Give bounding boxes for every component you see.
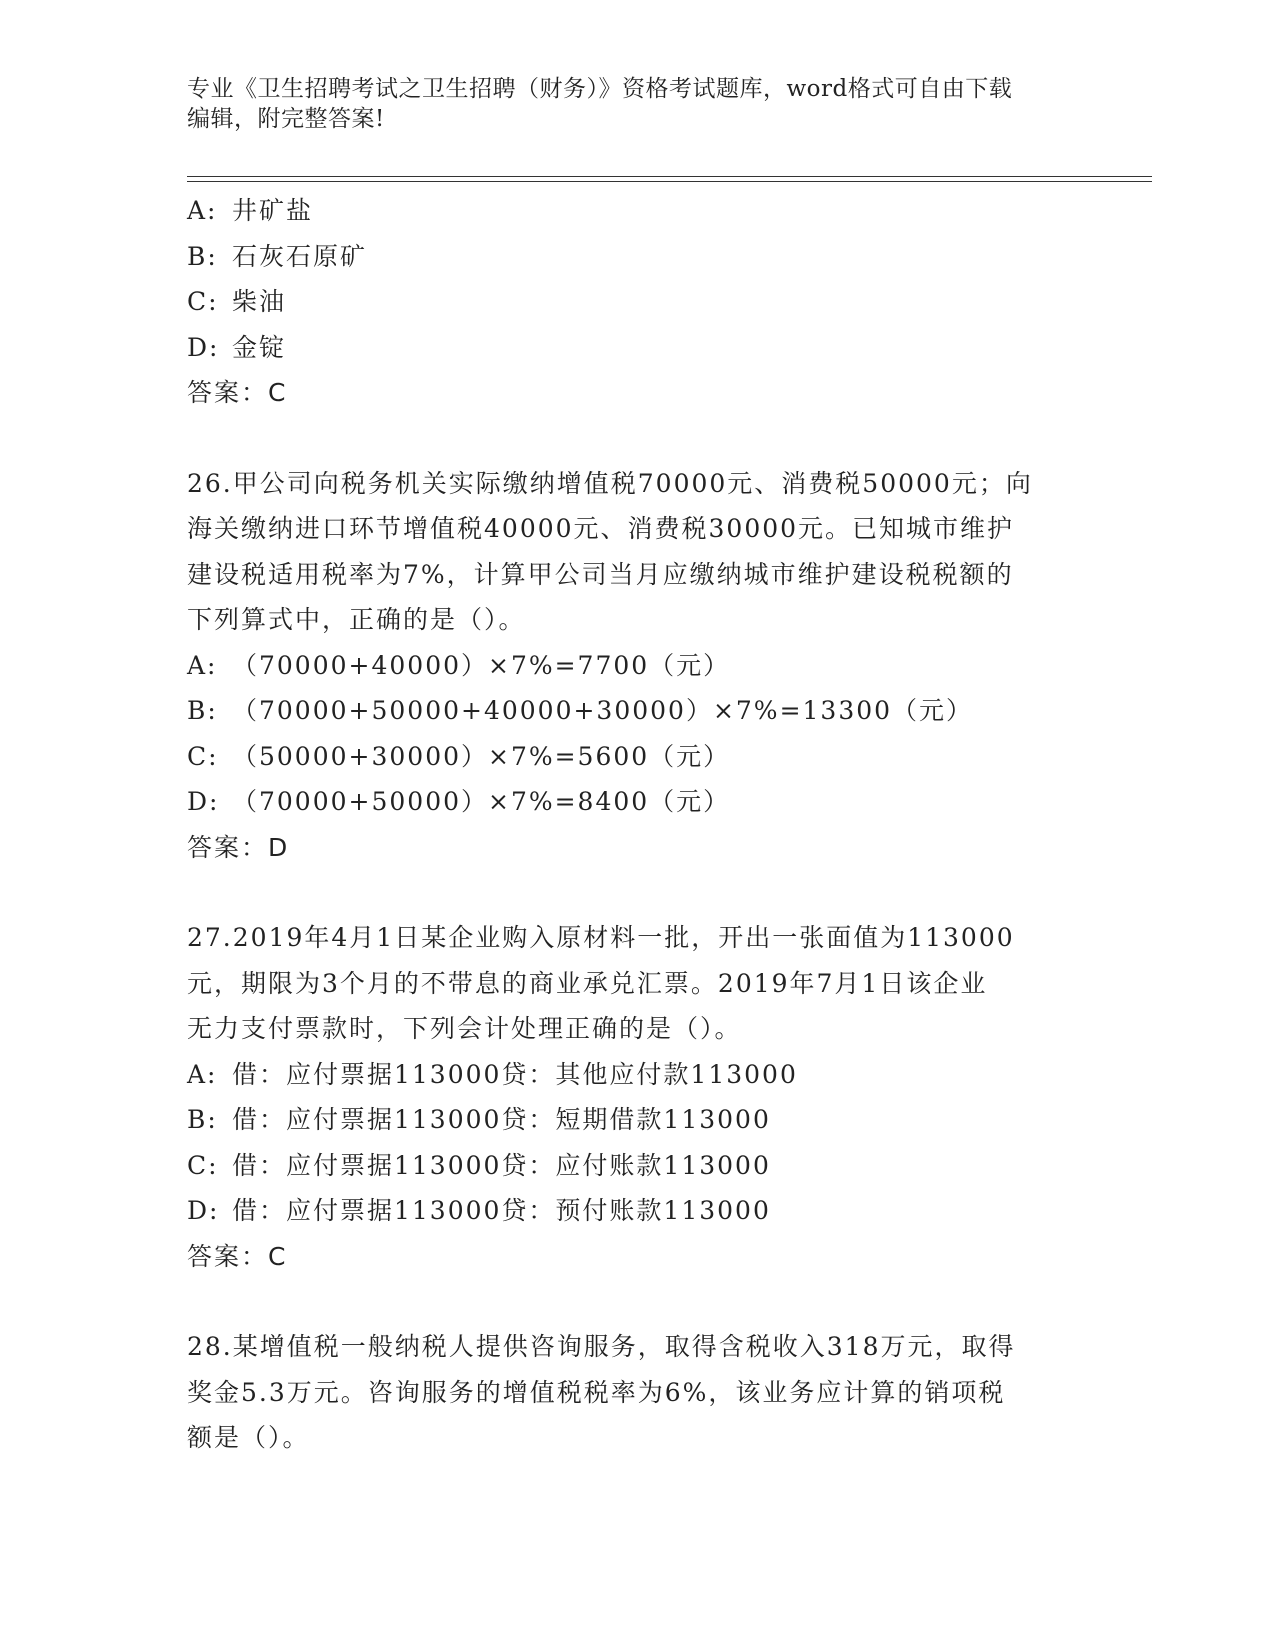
header-line-1: 专业《卫生招聘考试之卫生招聘（财务）》资格考试题库，word格式可自由下载	[187, 76, 1013, 102]
option-label: B:	[187, 241, 218, 271]
option-text: 借：应付票据113000贷：短期借款113000	[232, 1105, 771, 1134]
option-a	[187, 1052, 1087, 1098]
spacer	[187, 416, 1087, 461]
option-text: 借：应付票据113000贷：预付账款113000	[232, 1196, 771, 1225]
option-label: D:	[187, 1196, 220, 1225]
option-label: C:	[187, 287, 219, 316]
option-text: （70000+50000+40000+30000）×7%=13300（元）	[232, 696, 974, 725]
option-c	[187, 279, 1087, 325]
question-26	[187, 461, 1087, 871]
option-text: （70000+50000）×7%=8400（元）	[232, 787, 731, 816]
option-d	[187, 325, 1087, 371]
option-text: （50000+30000）×7%=5600（元）	[232, 741, 731, 771]
question-stem-line: 奖金5.3万元。咨询服务的增值税税率为6%，该业务应计算的销项税	[187, 1377, 1006, 1407]
header-divider-bottom	[187, 181, 1152, 182]
question-list	[187, 188, 1087, 1461]
answer-line: 答案：C	[187, 1241, 288, 1271]
option-d	[187, 1188, 1087, 1234]
question-stem-line: 26.甲公司向税务机关实际缴纳增值税70000元、消费税50000元；向	[187, 468, 1033, 498]
question-28	[187, 1324, 1087, 1461]
option-label: B:	[187, 696, 218, 725]
option-label: A:	[187, 650, 218, 680]
option-text: （70000+40000）×7%=7700（元）	[232, 650, 731, 680]
option-label: D:	[187, 787, 220, 816]
option-a	[187, 188, 1087, 234]
option-text: 柴油	[232, 287, 287, 316]
option-text: 金锭	[232, 332, 287, 362]
option-label: B:	[187, 1105, 218, 1134]
option-text: 石灰石原矿	[232, 241, 368, 271]
option-b	[187, 234, 1087, 280]
question-stem-line: 下列算式中，正确的是（）。	[187, 605, 526, 634]
question-stem-line: 27.2019年4月1日某企业购入原材料一批，开出一张面值为113000	[187, 923, 1015, 952]
header-divider-top	[187, 176, 1152, 177]
option-d	[187, 779, 1087, 825]
header-line-2: 编辑，附完整答案!	[187, 106, 385, 132]
question-25	[187, 188, 1087, 416]
question-stem-line: 海关缴纳进口环节增值税40000元、消费税30000元。已知城市维护	[187, 514, 1015, 543]
document-header	[187, 74, 1067, 134]
option-b	[187, 1097, 1087, 1143]
question-stem-line: 元，期限为3个月的不带息的商业承兑汇票。2019年7月1日该企业	[187, 968, 988, 998]
option-label: D:	[187, 332, 220, 362]
question-stem-line: 28.某增值税一般纳税人提供咨询服务，取得含税收入318万元，取得	[187, 1332, 1016, 1361]
option-a	[187, 643, 1087, 689]
option-text: 借：应付票据113000贷：应付账款113000	[232, 1150, 771, 1180]
spacer	[187, 1279, 1087, 1324]
answer-line: 答案：C	[187, 378, 288, 407]
spacer	[187, 870, 1087, 915]
option-c	[187, 1143, 1087, 1189]
option-label: C:	[187, 741, 219, 771]
option-label: A:	[187, 1059, 218, 1089]
option-label: A:	[187, 196, 218, 225]
option-text: 借：应付票据113000贷：其他应付款113000	[232, 1059, 798, 1089]
question-stem-line: 建设税适用税率为7%，计算甲公司当月应缴纳城市维护建设税税额的	[187, 559, 1014, 589]
option-c	[187, 734, 1087, 780]
question-stem-line: 额是（）。	[187, 1423, 310, 1452]
question-27	[187, 915, 1087, 1279]
question-stem-line: 无力支付票款时，下列会计处理正确的是（）。	[187, 1014, 742, 1043]
option-text: 井矿盐	[232, 196, 314, 225]
answer-line: 答案：D	[187, 832, 290, 862]
option-label: C:	[187, 1150, 219, 1180]
option-b	[187, 688, 1087, 734]
